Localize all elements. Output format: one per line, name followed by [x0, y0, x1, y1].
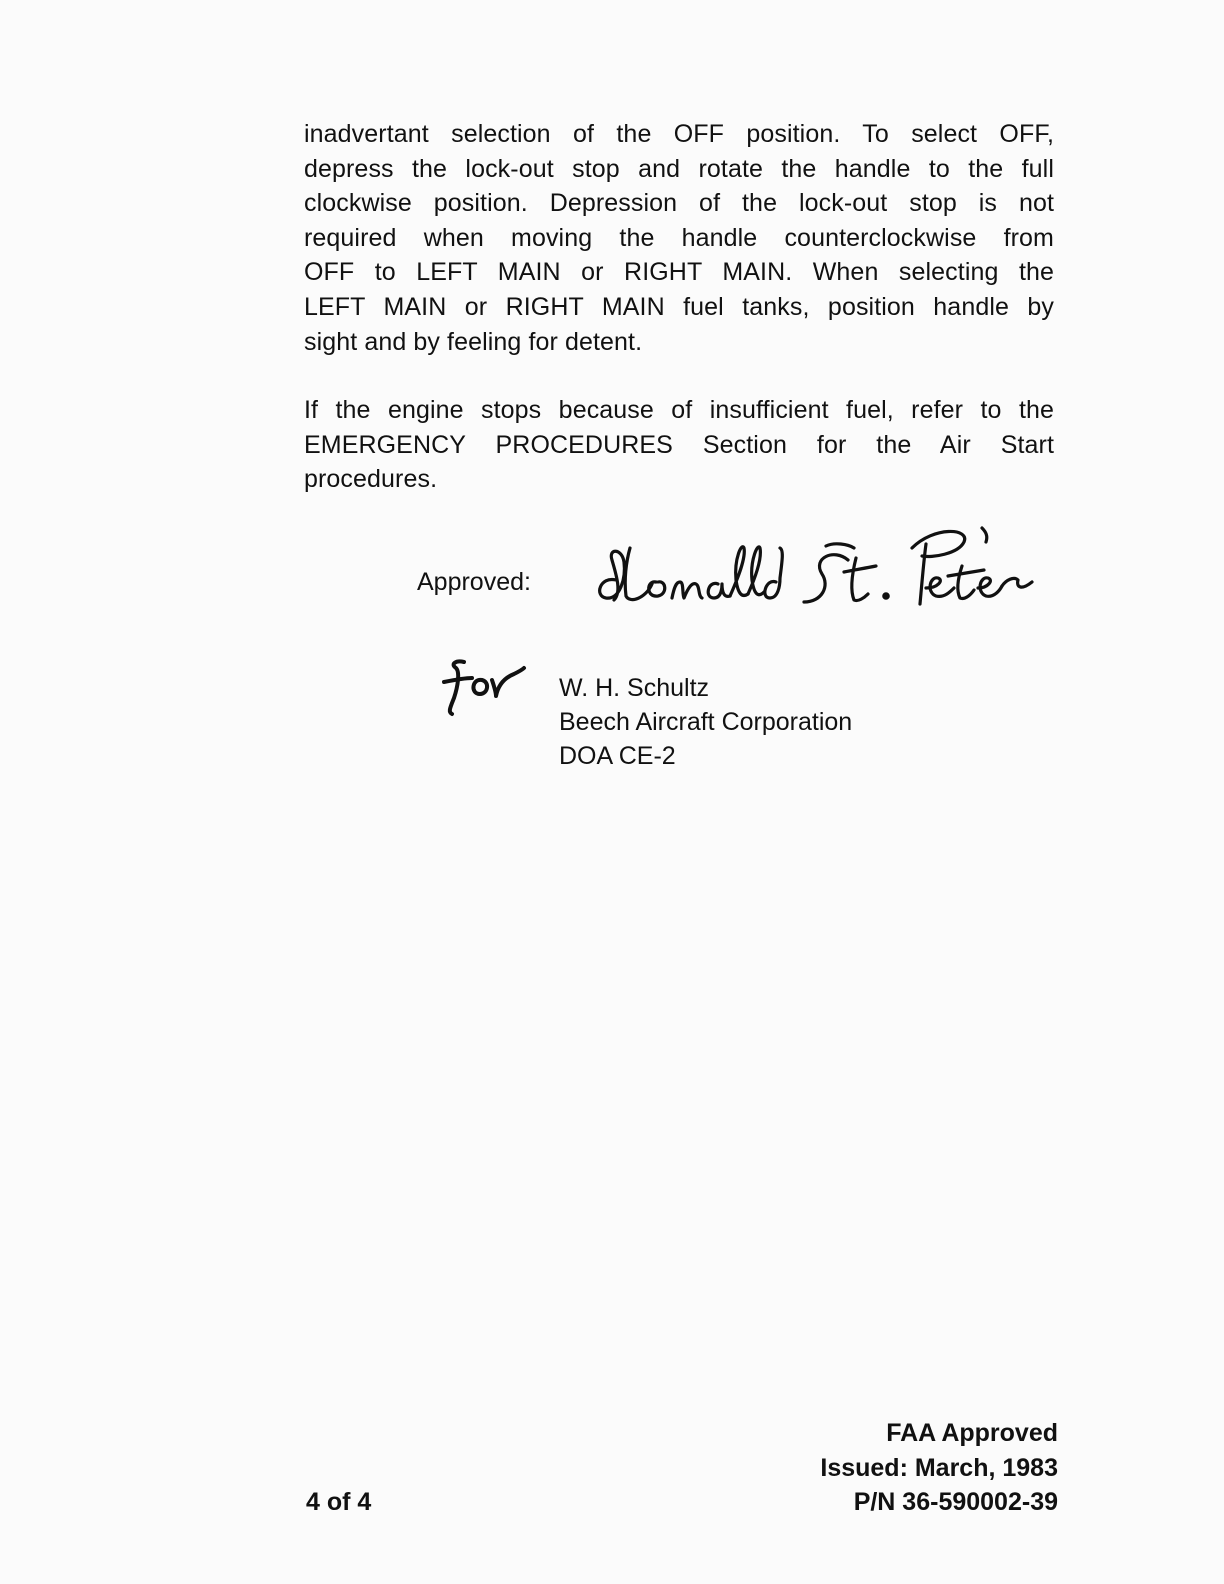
handwritten-for [438, 656, 528, 718]
fuel-selector-paragraph [304, 117, 1054, 359]
text-line: If the engine stops because of insufficient fuel, refer to the [304, 396, 1054, 424]
for-drawing [438, 656, 528, 718]
engine-stop-paragraph [304, 393, 1054, 497]
issued-date: Issued: March, 1983 [820, 1453, 1058, 1482]
page-number: 4 of 4 [306, 1488, 372, 1516]
text-line: EMERGENCY PROCEDURES Section for the Air Start [304, 430, 1054, 459]
handwritten-signature [586, 518, 1046, 618]
faa-approved: FAA Approved [886, 1419, 1058, 1447]
text-line: required when moving the handle counterclockwise from [304, 223, 1054, 252]
signer-company: Beech Aircraft Corporation [559, 708, 853, 736]
footer-approval-block [820, 1416, 1058, 1520]
text-line: OFF to LEFT MAIN or RIGHT MAIN. When selecting the [304, 258, 1054, 287]
part-number: P/N 36-590002-39 [853, 1488, 1058, 1516]
text-line: clockwise position. Depression of the lock-out stop is not [304, 189, 1054, 218]
approved-label: Approved: [417, 568, 531, 596]
text-line: sight and by feeling for detent. [304, 327, 643, 356]
signer-name: W. H. Schultz [559, 674, 710, 702]
text-line: procedures. [304, 465, 438, 494]
signature-drawing [586, 518, 1046, 618]
signer-block [559, 671, 852, 773]
signer-doa: DOA CE-2 [559, 742, 676, 770]
text-line: LEFT MAIN or RIGHT MAIN fuel tanks, position handle by [304, 292, 1054, 321]
text-line: inadvertant selection of the OFF position. To select OFF, [304, 120, 1054, 148]
text-line: depress the lock-out stop and rotate the handle to the full [304, 154, 1054, 183]
